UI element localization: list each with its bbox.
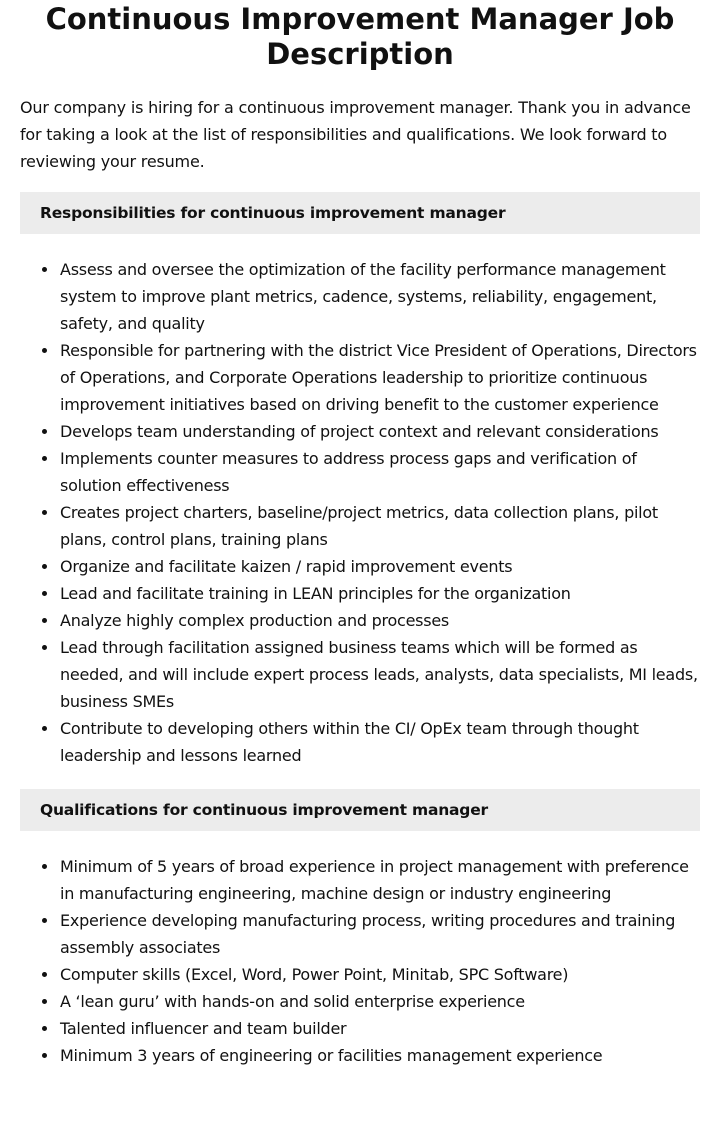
page-title: Continuous Improvement Manager Job Description <box>45 2 675 71</box>
list-item: Assess and oversee the optimization of the facility performance management system to improve plant metrics, cadence, systems, reliability, engagement, safety, and quality <box>60 256 700 337</box>
job-description-page <box>0 2 720 1069</box>
list-item: Minimum 3 years of engineering or facilities management experience <box>60 1042 700 1069</box>
list-item: Contribute to developing others within the CI/ OpEx team through thought leadership and lessons learned <box>60 715 700 769</box>
list-item: Minimum of 5 years of broad experience in project management with preference in manufacturing engineering, machine design or industry engineering <box>60 853 700 907</box>
list-item: Talented influencer and team builder <box>60 1015 700 1042</box>
list-item: A ‘lean guru’ with hands-on and solid enterprise experience <box>60 988 700 1015</box>
list-item: Organize and facilitate kaizen / rapid improvement events <box>60 553 700 580</box>
list-item: Lead and facilitate training in LEAN principles for the organization <box>60 580 700 607</box>
list-item: Analyze highly complex production and processes <box>60 607 700 634</box>
qualifications-list <box>20 853 700 1069</box>
list-item: Lead through facilitation assigned business teams which will be formed as needed, and will include expert process leads, analysts, data specialists, MI leads, business SMEs <box>60 634 700 715</box>
list-item: Creates project charters, baseline/project metrics, data collection plans, pilot plans, control plans, training plans <box>60 499 700 553</box>
qualifications-heading: Qualifications for continuous improvement manager <box>20 789 700 831</box>
list-item: Implements counter measures to address process gaps and verification of solution effectiveness <box>60 445 700 499</box>
responsibilities-heading: Responsibilities for continuous improvement manager <box>20 192 700 234</box>
list-item: Develops team understanding of project context and relevant considerations <box>60 418 700 445</box>
list-item: Experience developing manufacturing process, writing procedures and training assembly associates <box>60 907 700 961</box>
list-item: Computer skills (Excel, Word, Power Point, Minitab, SPC Software) <box>60 961 700 988</box>
responsibilities-list <box>20 256 700 769</box>
list-item: Responsible for partnering with the district Vice President of Operations, Directors of Operations, and Corporate Operations leadership to prioritize continuous improvement initiatives based on driving benefit to the customer experience <box>60 337 700 418</box>
intro-paragraph: Our company is hiring for a continuous improvement manager. Thank you in advance for taking a look at the list of responsibilities and qualifications. We look forward to reviewing your resume. <box>20 98 691 171</box>
